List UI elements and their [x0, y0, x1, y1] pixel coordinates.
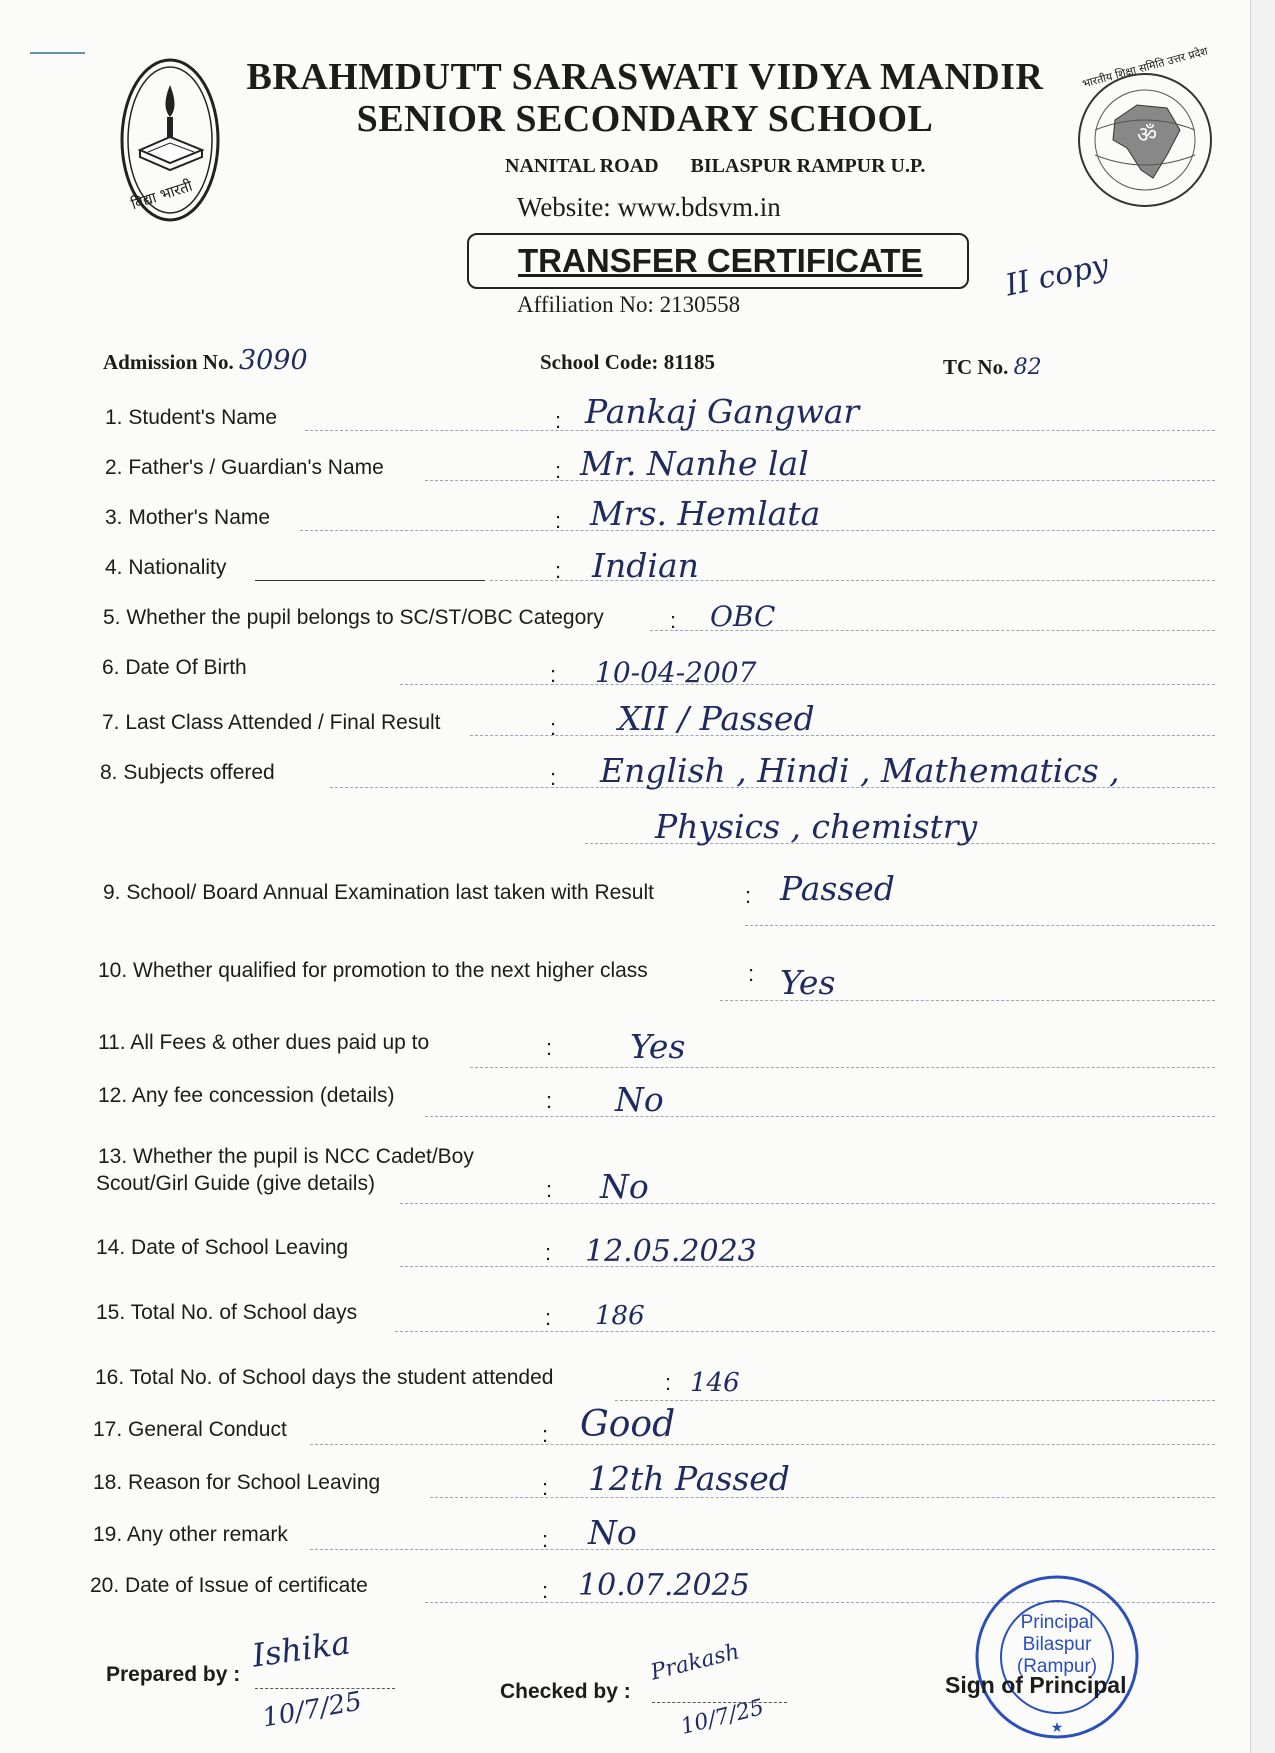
- website: Website: www.bdsvm.in: [517, 192, 781, 222]
- prepared-by-signature: Ishika: [249, 1623, 353, 1675]
- svg-text:★: ★: [1050, 1720, 1064, 1736]
- admission-value: 3090: [238, 345, 308, 376]
- school-code-value: 81185: [663, 350, 716, 374]
- copy-note: II copy: [1002, 247, 1112, 304]
- field-label-line2: Scout/Girl Guide (give details): [96, 1172, 375, 1195]
- bharatiya-shiksha-samiti-logo: [1075, 44, 1215, 220]
- field-value: 12.05.2023: [585, 1234, 757, 1269]
- stamp-district: (Rampur): [1016, 1656, 1098, 1677]
- field-label: 2. Father's / Guardian's Name: [105, 456, 384, 479]
- affiliation-no: Affiliation No: 2130558: [517, 292, 741, 317]
- right-logo-caption: भारतीय शिक्षा समिति उत्तर प्रदेश: [1080, 44, 1210, 91]
- field-label: 15. Total No. of School days: [96, 1301, 358, 1324]
- certificate-title: TRANSFER CERTIFICATE: [518, 242, 923, 279]
- logo-caption: विद्या भारती: [128, 176, 195, 214]
- field-value: 10-04-2007: [595, 656, 757, 689]
- principal-sign-label: Sign of Principal: [945, 1672, 1127, 1698]
- field-value: Mr. Nanhe lal: [580, 444, 809, 483]
- prepared-by-label: Prepared by :: [106, 1663, 241, 1686]
- field-label: 14. Date of School Leaving: [96, 1236, 349, 1259]
- field-value: 12th Passed: [588, 1459, 790, 1498]
- field-label: 6. Date Of Birth: [102, 656, 247, 679]
- field-label: 4. Nationality: [105, 556, 227, 579]
- vidya-bharati-logo: [118, 55, 223, 225]
- principal-stamp: [972, 1572, 1142, 1742]
- field-value: English , Hindi , Mathematics ,: [600, 751, 1120, 790]
- margin-mark: [30, 52, 85, 54]
- field-label: 1. Student's Name: [105, 406, 278, 429]
- field-value: Yes: [780, 963, 836, 1002]
- field-label: 3. Mother's Name: [105, 506, 271, 529]
- field-value: Yes: [630, 1027, 686, 1066]
- svg-text:ॐ: ॐ: [1137, 123, 1158, 148]
- checked-by-label: Checked by :: [500, 1680, 631, 1703]
- tc-value: 82: [1013, 355, 1042, 380]
- field-label: 19. Any other remark: [93, 1523, 288, 1546]
- page-edge: [1250, 0, 1275, 1753]
- prepared-date: 10/7/25: [260, 1686, 365, 1734]
- school-name-line2: SENIOR SECONDARY SCHOOL: [356, 98, 934, 140]
- field-value: 186: [595, 1301, 645, 1331]
- field-value: Indian: [592, 546, 699, 585]
- field-value: Mrs. Hemlata: [590, 494, 821, 533]
- field-label: 20. Date of Issue of certificate: [90, 1574, 368, 1597]
- field-label: 13. Whether the pupil is NCC Cadet/Boy: [98, 1145, 474, 1168]
- field-label: 11. All Fees & other dues paid up to: [98, 1031, 430, 1054]
- field-value: No: [588, 1513, 637, 1552]
- field-value: Good: [580, 1404, 676, 1445]
- field-value: Pankaj Gangwar: [585, 392, 860, 431]
- admission-label: Admission No.: [103, 350, 234, 374]
- field-label: 5. Whether the pupil belongs to SC/ST/OBC Category: [103, 606, 604, 629]
- field-value: Passed: [780, 869, 895, 908]
- school-name-line1: BRAHMDUTT SARASWATI VIDYA MANDIR: [246, 56, 1044, 98]
- checked-by-signature: Prakash: [648, 1639, 743, 1686]
- school-address: [505, 155, 925, 178]
- field-value: No: [600, 1167, 649, 1206]
- field-value: No: [615, 1080, 664, 1119]
- school-code: [540, 350, 715, 375]
- school-code-label: School Code:: [540, 350, 659, 374]
- address-city: BILASPUR RAMPUR U.P.: [690, 155, 926, 177]
- field-label: 12. Any fee concession (details): [98, 1084, 395, 1107]
- field-label: 8. Subjects offered: [100, 761, 275, 784]
- field-value-line2: Physics , chemistry: [655, 807, 978, 846]
- checked-date: 10/7/25: [678, 1695, 767, 1740]
- tc-no: [943, 355, 1042, 380]
- field-value: XII / Passed: [618, 699, 815, 738]
- field-value: OBC: [710, 600, 776, 633]
- field-value: 146: [690, 1368, 740, 1398]
- field-label: 16. Total No. of School days the student attended: [95, 1366, 554, 1389]
- field-label: 10. Whether qualified for promotion to the next higher class: [98, 959, 648, 982]
- field-label: 9. School/ Board Annual Examination last taken with Result: [103, 881, 654, 904]
- field-label: 18. Reason for School Leaving: [93, 1471, 381, 1494]
- field-label: 7. Last Class Attended / Final Result: [102, 711, 441, 734]
- field-value: 10.07.2025: [578, 1568, 750, 1603]
- stamp-place: Bilaspur: [1022, 1634, 1092, 1655]
- admission-no: [103, 345, 308, 376]
- stamp-principal: Principal: [1020, 1612, 1094, 1633]
- tc-label: TC No.: [943, 355, 1009, 379]
- field-label: 17. General Conduct: [93, 1418, 287, 1441]
- checked-dotline: [652, 1702, 787, 1703]
- address-road: NANITAL ROAD: [505, 155, 659, 177]
- prepared-dotline: [255, 1688, 395, 1689]
